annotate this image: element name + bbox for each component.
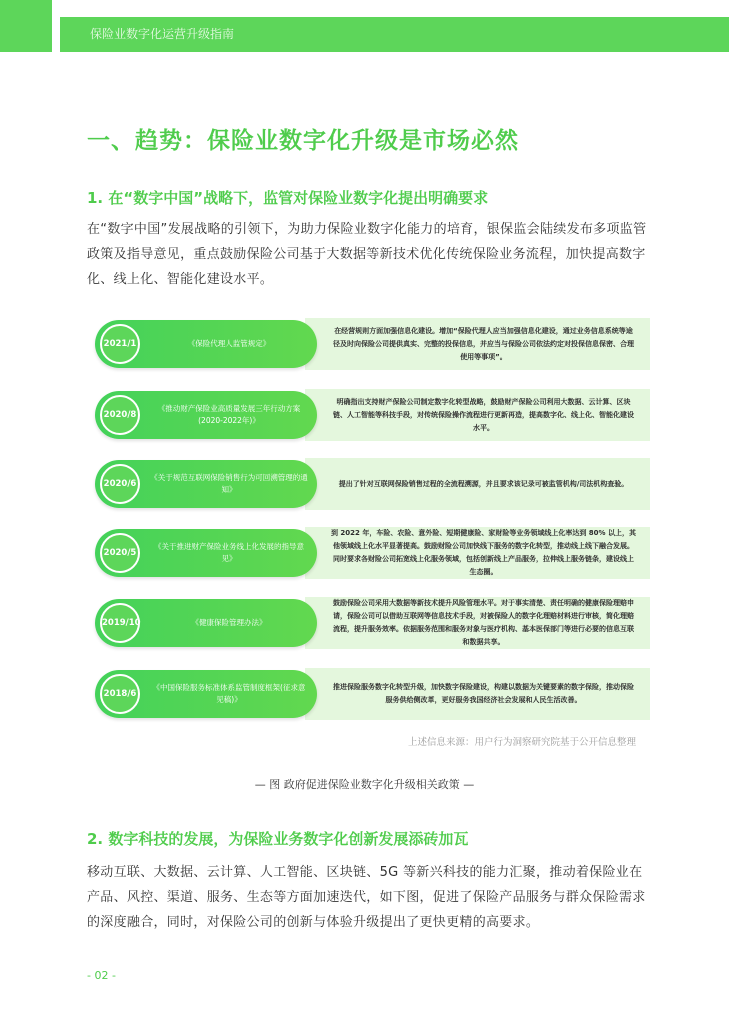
policy-pill — [95, 460, 317, 508]
timeline-row — [95, 458, 650, 510]
policy-pill — [95, 599, 317, 647]
policy-description-text: 到 2022 年，车险、农险、意外险、短期健康险、家财险等业务领域线上化率达到 80% 以上，其他领域线上化水平显著提高。鼓励财险公司加快线下服务的数字化转型，推动线上线下融合发展。同时要求各财险公司拓宽线上化服务领域，包括创新线上产品服务，拉伸线上服务链条，建设线上生态圈。 — [331, 529, 636, 576]
policy-pill — [95, 670, 317, 718]
policy-description — [305, 458, 650, 510]
subsection-title-2: 2. 数字科技的发展，为保险业务数字化创新发展添砖加瓦 — [87, 830, 469, 848]
policy-description-text: 推进保险服务数字化转型升级，加快数字保险建设，构建以数据为关键要素的数字保险，推动保险服务供给侧改革，更好服务我国经济社会发展和人民生活改善。 — [333, 683, 634, 704]
policy-timeline — [95, 312, 650, 712]
policy-description — [305, 318, 650, 370]
policy-description-text: 明确指出支持财产保险公司制定数字化转型战略，鼓励财产保险公司利用大数据、云计算、区块链、人工智能等科技手段，对传统保险操作流程进行更新再造，提高数字化、线上化、智能化建设水平。 — [333, 397, 634, 432]
timeline-row — [95, 318, 650, 370]
policy-date: 2020/6 — [103, 479, 137, 489]
timeline-row — [95, 668, 650, 720]
date-circle — [100, 395, 140, 435]
policy-description — [305, 527, 650, 579]
page-number: - 02 - — [87, 969, 116, 982]
date-circle — [100, 324, 140, 364]
policy-name — [149, 391, 309, 439]
policy-description — [305, 668, 650, 720]
policy-name-text: 《推动财产保险业高质量发展三年行动方案(2020-2022年)》 — [157, 404, 301, 425]
policy-name — [149, 529, 309, 577]
policy-name — [149, 599, 309, 647]
policy-date: 2021/1 — [103, 339, 137, 349]
policy-description-text: 提出了针对互联网保险销售过程的全流程溯源，并且要求该记录可被监管机构/司法机构查验。 — [338, 479, 629, 488]
policy-date: 2019/10 — [102, 618, 141, 628]
policy-pill — [95, 320, 317, 368]
date-circle — [100, 533, 140, 573]
policy-pill — [95, 529, 317, 577]
policy-pill — [95, 391, 317, 439]
paragraph-2: 移动互联、大数据、云计算、人工智能、区块链、5G 等新兴科技的能力汇聚，推动着保险业在产品、风控、渠道、服务、生态等方面加速迭代，如下图，促进了保险产品服务与群众保险需求的深度融合，同时，对保险公司的创新与体验升级提出了更快更精的高要求。 — [87, 865, 646, 930]
timeline-row — [95, 597, 650, 649]
policy-name-text: 《关于推进财产保险业务线上化发展的指导意见》 — [154, 542, 304, 563]
policy-name — [149, 670, 309, 718]
policy-name-text: 《健康保险管理办法》 — [191, 618, 267, 627]
policy-date: 2018/6 — [103, 689, 137, 699]
date-circle — [100, 674, 140, 714]
section-title: 一、趋势：保险业数字化升级是市场必然 — [87, 128, 519, 154]
corner-accent-block — [0, 0, 52, 52]
figure-caption: — 图 政府促进保险业数字化升级相关政策 — — [254, 778, 475, 791]
date-circle — [100, 464, 140, 504]
policy-date: 2020/8 — [103, 410, 137, 420]
policy-name — [149, 320, 309, 368]
policy-name — [149, 460, 309, 508]
header-bar — [60, 17, 729, 52]
policy-name-text: 《保险代理人监管规定》 — [187, 339, 271, 348]
policy-description-text: 在经营规则方面加强信息化建设。增加“保险代理人应当加强信息化建设，通过业务信息系统等途径及时向保险公司提供真实、完整的投保信息，并应当与保险公司依法约定对投保信息保密、合理使用等事项”。 — [333, 326, 634, 361]
paragraph-1: 在“数字中国”发展战略的引领下，为助力保险业数字化能力的培育，银保监会陆续发布多项监管政策及指导意见，重点鼓励保险公司基于大数据等新技术优化传统保险业务流程，加快提高数字化、线上化、智能化建设水平。 — [87, 222, 647, 287]
subsection-title-1: 1. 在“数字中国”战略下，监管对保险业数字化提出明确要求 — [87, 189, 489, 207]
document-title: 保险业数字化运营升级指南 — [90, 27, 235, 41]
policy-name-text: 《关于规范互联网保险销售行为可回溯管理的通知》 — [150, 473, 308, 494]
timeline-row — [95, 527, 650, 579]
policy-description-text: 鼓励保险公司采用大数据等新技术提升风险管理水平。对于事实清楚、责任明确的健康保险理赔申请，保险公司可以借助互联网等信息技术手段，对被保险人的数字化理赔材料进行审核，简化理赔流程，提升服务效率。依据服务范围和服务对象与医疗机构、基本医保部门等进行必要的信息互联和数据共享。 — [333, 599, 634, 646]
policy-name-text: 《中国保险服务标准体系监管制度框架(征求意见稿)》 — [152, 683, 306, 704]
policy-description — [305, 597, 650, 649]
source-note: 上述信息来源：用户行为洞察研究院基于公开信息整理 — [407, 737, 636, 748]
date-circle — [100, 603, 140, 643]
policy-description — [305, 389, 650, 441]
timeline-row — [95, 389, 650, 441]
policy-date: 2020/5 — [103, 548, 137, 558]
